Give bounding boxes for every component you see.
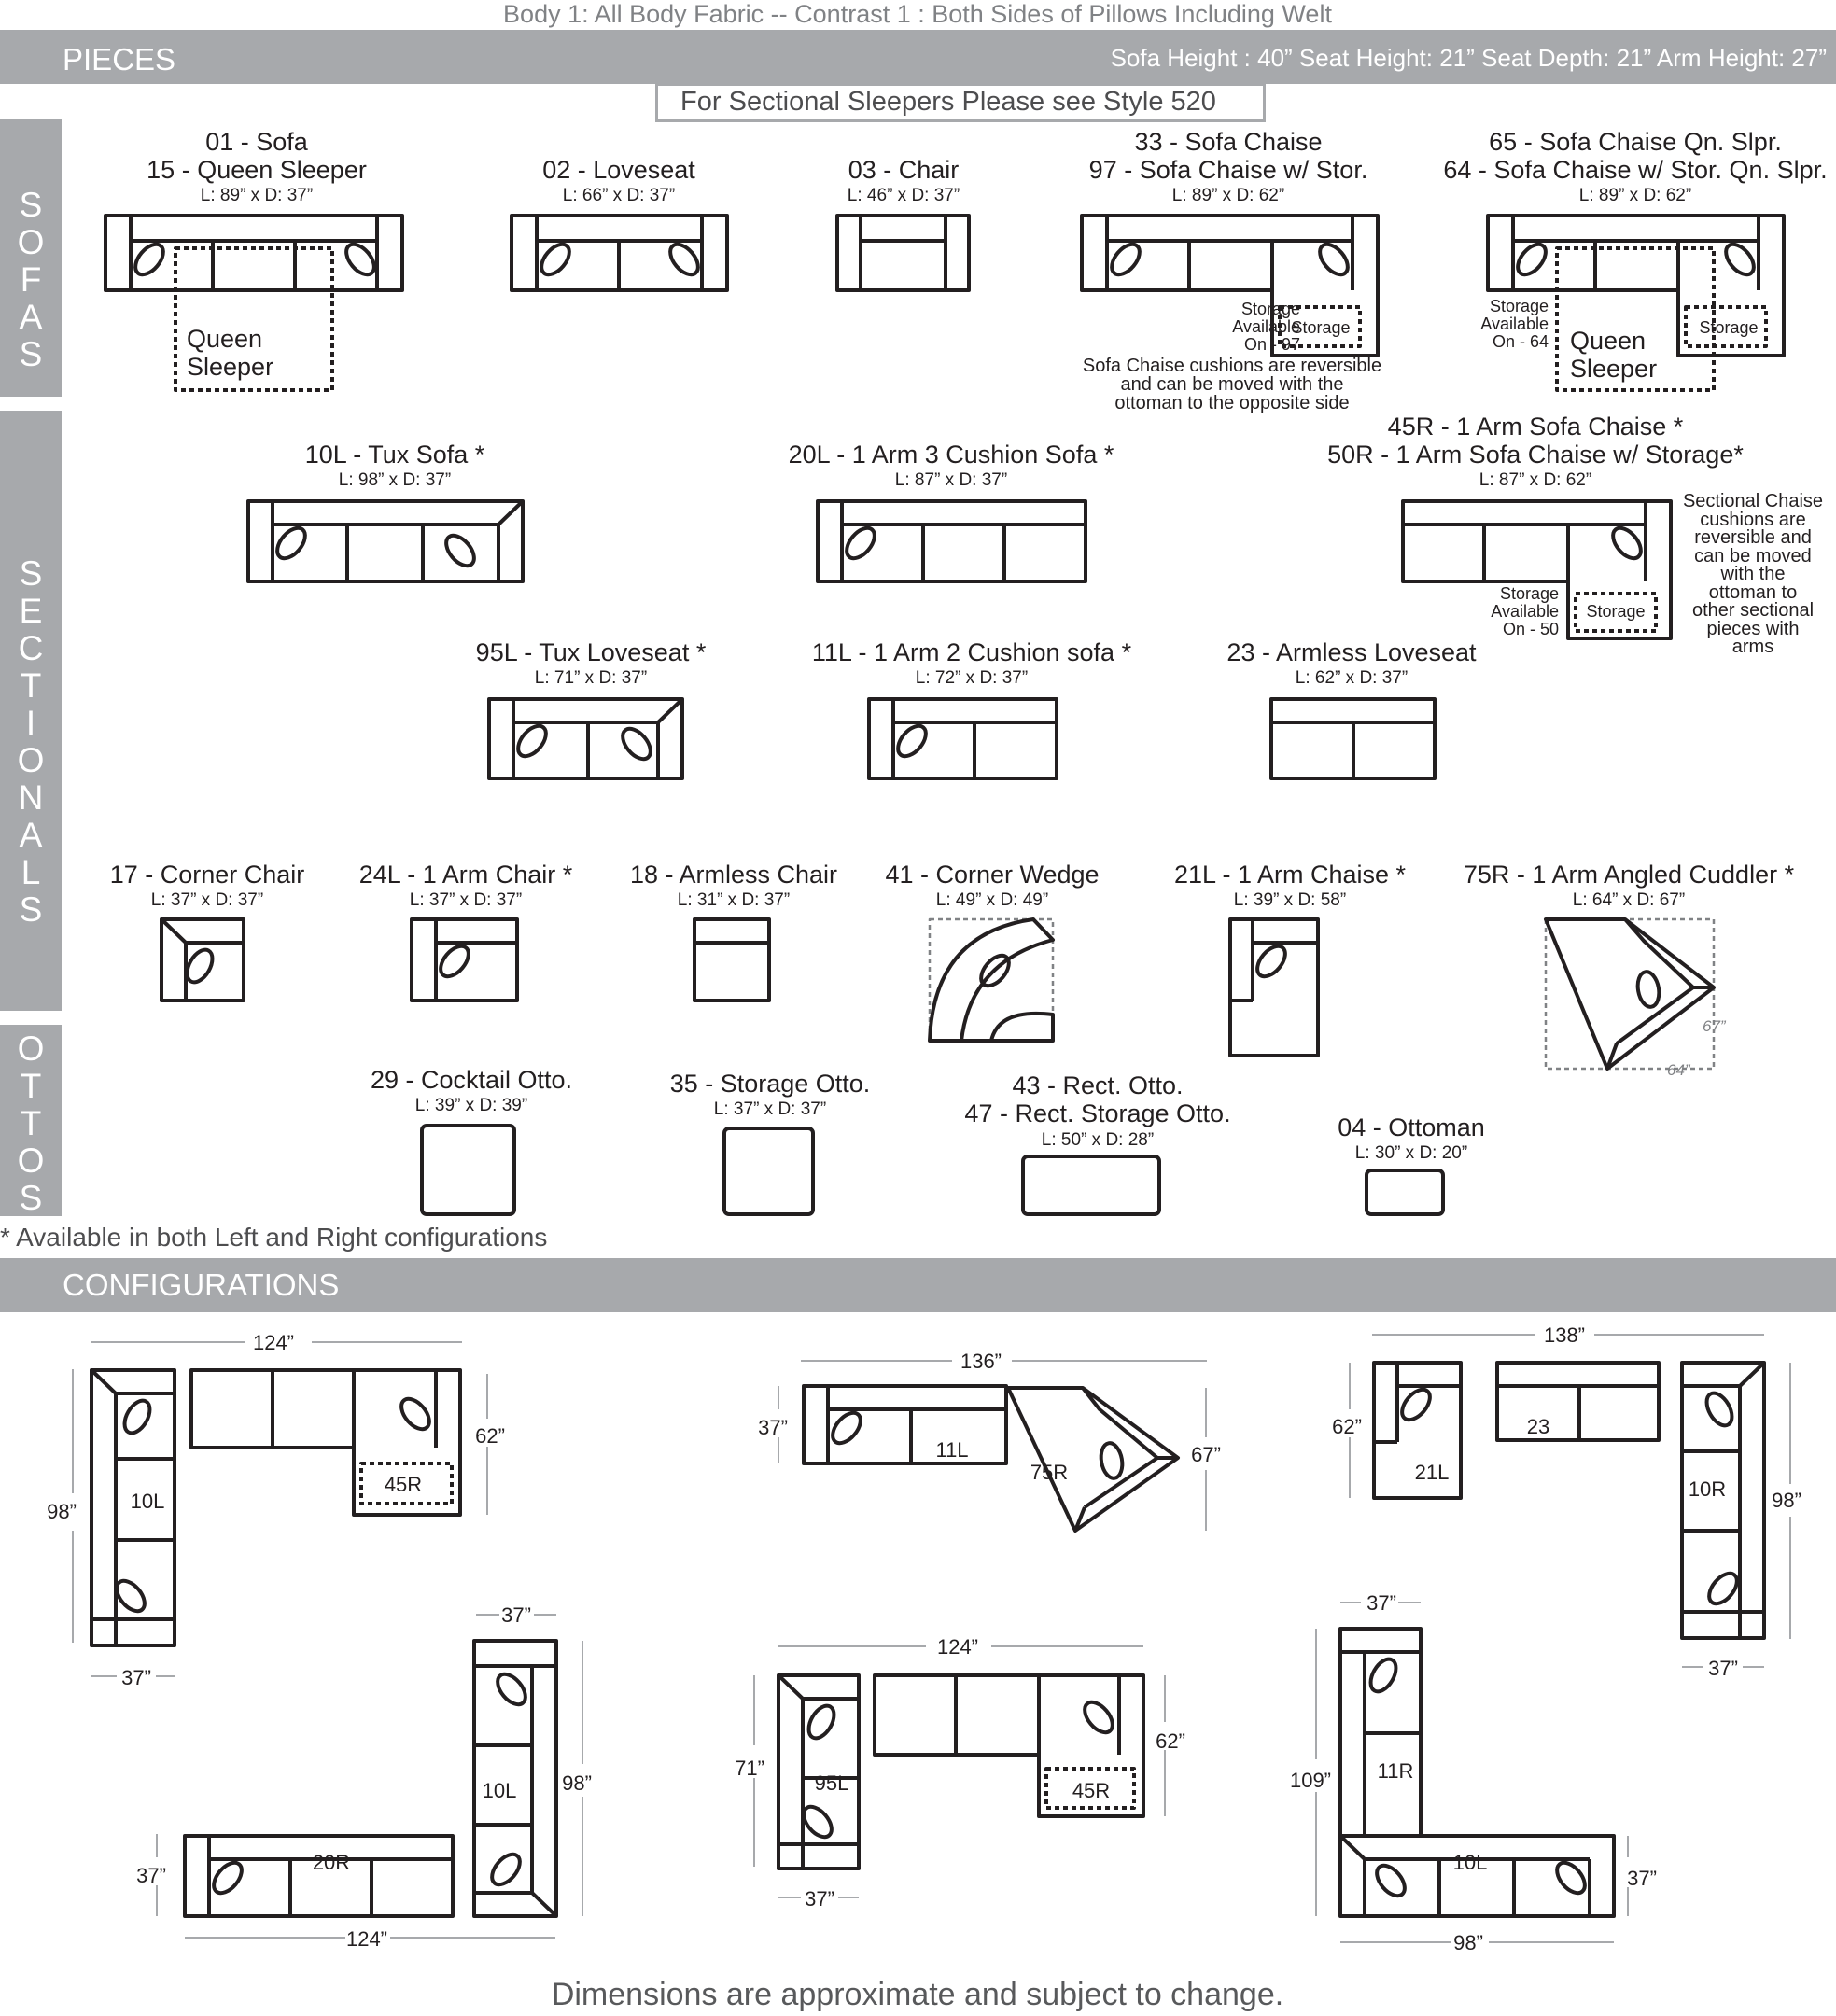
config1-right: 62”	[475, 1424, 505, 1448]
piece-65-name: 65 - Sofa Chaise Qn. Slpr. 64 - Sofa Chaise w/ Stor. Qn. Slpr.	[1443, 128, 1828, 184]
piece-01-sleeper-label: Queen Sleeper	[187, 325, 274, 381]
piece-41-name: 41 - Corner Wedge	[885, 861, 1100, 889]
piece-35-name: 35 - Storage Otto.	[669, 1070, 871, 1098]
config1-depth: 98”	[47, 1500, 77, 1523]
config2-width: 136”	[960, 1350, 1002, 1373]
config3-right: 98”	[1772, 1489, 1801, 1512]
config1-label-10L: 10L	[130, 1490, 165, 1513]
availability-note: * Available in both Left and Right configurations	[0, 1223, 548, 1252]
config4-left: 37”	[136, 1864, 166, 1887]
piece-02-dim: L: 66” x D: 37”	[562, 186, 676, 205]
config6-label-11R: 11R	[1377, 1759, 1414, 1783]
piece-10L-dim: L: 98” x D: 37”	[338, 470, 452, 490]
config6-label-10L: 10L	[1452, 1851, 1488, 1874]
config3-label-23: 23	[1526, 1415, 1550, 1438]
armless-loveseat-23-drawing	[1271, 699, 1435, 778]
config6-drawing	[1316, 1603, 1628, 1942]
config2-right: 67”	[1191, 1443, 1221, 1466]
measurements: Sofa Height : 40” Seat Height: 21” Seat Depth: 21” Arm Height: 27”	[1110, 44, 1827, 72]
piece-02-name: 02 - Loveseat	[542, 156, 695, 184]
config3-drawing	[1350, 1335, 1790, 1667]
config2-drawing	[778, 1361, 1207, 1531]
corner-wedge-41-drawing	[930, 919, 1053, 1041]
sofa-chaise-45R-drawing	[1403, 501, 1671, 638]
piece-11L-name: 11L - 1 Arm 2 Cushion sofa *	[811, 638, 1132, 666]
sofa-chaise-33-drawing	[1082, 216, 1378, 356]
ottoman-04-drawing	[1366, 1170, 1443, 1214]
corner-chair-17-drawing	[161, 919, 244, 1001]
piece-75R-dim-64: 64”	[1667, 1061, 1690, 1079]
piece-33-dim: L: 89” x D: 62”	[1171, 186, 1285, 205]
config4-label-20R: 20R	[312, 1851, 351, 1874]
piece-41-dim: L: 49” x D: 49”	[935, 890, 1049, 910]
piece-65-sleeper-label: Queen Sleeper	[1570, 327, 1658, 383]
storage-ottoman-35-drawing	[724, 1128, 813, 1214]
config5-bottom: 37”	[805, 1887, 834, 1911]
config4-drawing	[157, 1615, 582, 1938]
config6-right: 37”	[1627, 1867, 1657, 1890]
config4-label-10L: 10L	[482, 1779, 517, 1802]
config4-top: 37”	[501, 1603, 531, 1627]
piece-45R-storage-label: Storage	[1586, 602, 1646, 621]
piece-21L-name: 21L - 1 Arm Chaise *	[1173, 861, 1407, 889]
config4-bottom: 124”	[345, 1927, 388, 1951]
piece-95L-name: 95L - Tux Loveseat *	[475, 638, 707, 666]
config3-bottom: 37”	[1708, 1657, 1738, 1680]
rect-ottoman-43-drawing	[1023, 1156, 1159, 1214]
piece-45R-dim: L: 87” x D: 62”	[1479, 470, 1592, 490]
piece-29-dim: L: 39” x D: 39”	[414, 1096, 528, 1115]
sofas-side-label: S O F A S	[17, 186, 45, 373]
config2-label-11L: 11L	[935, 1438, 969, 1462]
piece-17-name: 17 - Corner Chair	[109, 861, 305, 889]
piece-33-note: Sofa Chaise cushions are reversible and can be moved with the ottoman to the opposite side	[1082, 356, 1382, 413]
piece-33-name: 33 - Sofa Chaise 97 - Sofa Chaise w/ Stor.	[1088, 128, 1368, 184]
piece-20L-name: 20L - 1 Arm 3 Cushion Sofa *	[788, 441, 1114, 469]
piece-43-name: 43 - Rect. Otto. 47 - Rect. Storage Otto.	[964, 1071, 1231, 1127]
piece-75R-name: 75R - 1 Arm Angled Cuddler *	[1463, 861, 1795, 889]
config1-label-45R: 45R	[384, 1473, 423, 1496]
piece-03-name: 03 - Chair	[848, 156, 960, 184]
piece-04-name: 04 - Ottoman	[1338, 1113, 1485, 1141]
piece-33-storage-available: Storage Available On - 97	[1232, 300, 1300, 354]
config4-right: 98”	[562, 1771, 592, 1795]
piece-33-storage-label: Storage	[1291, 318, 1351, 337]
piece-10L-name: 10L - Tux Sofa *	[304, 441, 485, 469]
config6-left: 109”	[1289, 1769, 1332, 1792]
sectionals-side-label: S E C T I O N A L S	[17, 554, 45, 929]
sofa-11L-drawing	[869, 699, 1057, 778]
sofa-01-drawing	[105, 216, 402, 390]
chaise-21L-drawing	[1230, 919, 1318, 1056]
piece-20L-dim: L: 87” x D: 37”	[894, 470, 1008, 490]
piece-18-name: 18 - Armless Chair	[629, 861, 838, 889]
piece-23-name: 23 - Armless Loveseat	[1226, 638, 1477, 666]
piece-04-dim: L: 30” x D: 20”	[1354, 1143, 1468, 1163]
piece-43-dim: L: 50” x D: 28”	[1041, 1130, 1155, 1150]
config1-drawing	[73, 1342, 487, 1676]
chair-03-drawing	[837, 216, 969, 290]
piece-11L-dim: L: 72” x D: 37”	[915, 668, 1029, 688]
pieces-title: PIECES	[63, 42, 176, 77]
piece-75R-dim: L: 64” x D: 67”	[1572, 890, 1686, 910]
config3-width: 138”	[1543, 1323, 1586, 1347]
piece-45R-storage-available: Storage Available On - 50	[1491, 584, 1559, 638]
sofa-chaise-65-drawing	[1488, 216, 1784, 390]
config1-width: 124”	[252, 1331, 295, 1354]
piece-03-dim: L: 46” x D: 37”	[847, 186, 960, 205]
cuddler-75R-drawing	[1546, 919, 1714, 1069]
loveseat-02-drawing	[512, 216, 727, 290]
piece-24L-dim: L: 37” x D: 37”	[409, 890, 523, 910]
piece-45R-name: 45R - 1 Arm Sofa Chaise * 50R - 1 Arm Sofa Chaise w/ Storage*	[1327, 413, 1744, 469]
piece-29-name: 29 - Cocktail Otto.	[370, 1066, 573, 1094]
piece-01-name: 01 - Sofa 15 - Queen Sleeper	[147, 128, 367, 184]
piece-45R-note: Sectional Chaise cushions are reversible and can be moved with the ottoman to other sectional pieces with arms	[1682, 491, 1824, 657]
config3-label-21L: 21L	[1414, 1461, 1450, 1484]
arm-chair-24L-drawing	[412, 919, 517, 1001]
cocktail-ottoman-29-drawing	[422, 1126, 514, 1214]
ottos-side-label: O T T O S	[17, 1029, 45, 1217]
footer-disclaimer: Dimensions are approximate and subject to change.	[551, 1977, 1284, 2012]
config5-width: 124”	[936, 1635, 979, 1659]
config3-label-10R: 10R	[1688, 1477, 1727, 1501]
piece-65-storage-label: Storage	[1699, 318, 1759, 337]
armless-chair-18-drawing	[694, 919, 769, 1001]
piece-95L-dim: L: 71” x D: 37”	[534, 668, 648, 688]
piece-17-dim: L: 37” x D: 37”	[150, 890, 264, 910]
config5-right: 62”	[1156, 1729, 1185, 1753]
config6-bottom: 98”	[1453, 1931, 1483, 1954]
piece-65-dim: L: 89” x D: 62”	[1578, 186, 1692, 205]
config2-left: 37”	[758, 1416, 788, 1439]
piece-23-dim: L: 62” x D: 37”	[1295, 668, 1409, 688]
config5-label-45R: 45R	[1072, 1779, 1111, 1802]
piece-24L-name: 24L - 1 Arm Chair *	[358, 861, 573, 889]
piece-35-dim: L: 37” x D: 37”	[713, 1099, 827, 1119]
piece-01-dim: L: 89” x D: 37”	[200, 186, 314, 205]
sofa-20L-drawing	[818, 501, 1086, 581]
config6-top: 37”	[1366, 1591, 1396, 1615]
tux-loveseat-95L-drawing	[489, 699, 682, 778]
config5-drawing	[754, 1646, 1165, 1897]
config3-left: 62”	[1332, 1415, 1362, 1438]
piece-65-storage-available: Storage Available On - 64	[1480, 297, 1549, 351]
config1-bottom: 37”	[121, 1666, 151, 1689]
piece-21L-dim: L: 39” x D: 58”	[1233, 890, 1347, 910]
fabric-note: Body 1: All Body Fabric -- Contrast 1 : Both Sides of Pillows Including Welt	[503, 0, 1332, 28]
sleeper-note: For Sectional Sleepers Please see Style 520	[680, 87, 1216, 117]
piece-75R-dim-67: 67”	[1703, 1017, 1726, 1035]
config2-label-75R: 75R	[1030, 1461, 1069, 1484]
config5-label-95L: 95L	[814, 1771, 849, 1795]
configurations-title: CONFIGURATIONS	[63, 1267, 340, 1302]
tux-sofa-10L-drawing	[248, 501, 523, 581]
config5-left: 71”	[735, 1757, 764, 1780]
piece-18-dim: L: 31” x D: 37”	[677, 890, 791, 910]
